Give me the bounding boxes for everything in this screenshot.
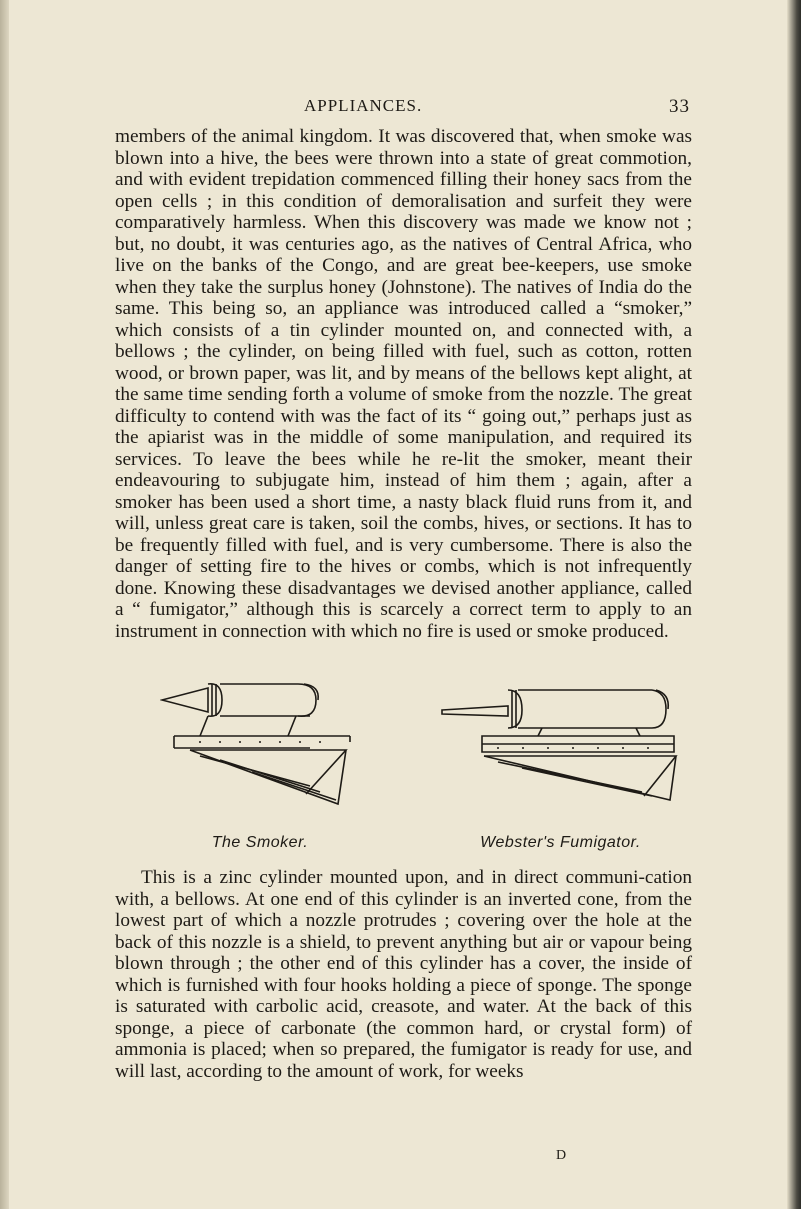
running-head-title: APPLIANCES.	[304, 96, 423, 115]
caption-fumigator: Webster's Fumigator.	[480, 834, 641, 851]
signature-mark: D	[556, 1148, 568, 1163]
body-paragraph-1: members of the animal kingdom. It was discovered that, when smoke was blown into a hive, the bees were thrown into a state of great commotion, and with evident trepidation commenced filling their honey sacs from the open cells ; in this condition of demoralisation and surfeit they were comparatively harmless. When this discovery was made we know not ; but, no doubt, it was centuries ago, as the natives of Central Africa, who live on the banks of the Congo, and are great bee-keepers, use smoke when they take the surplus honey (Johnstone). The natives of India do the same. This being so, an appliance was introduced called a “smoker,” which consists of a tin cylinder mounted on, and connected with, a bellows ; the cylinder, on being filled with fuel, such as cotton, rotten wood, or brown paper, was lit, and by means of the bellows kept alight, at the same time sending forth a volume of smoke from the nozzle. The great difficulty to contend with was the fact of its “ going out,” perhaps just as the apiarist was in the middle of some manipulation, and required its services. To leave the bees while he re-lit the smoker, meant their endeavouring to subjugate him, instead of him them ; again, after a smoker has been used a short time, a nasty black fluid runs from it, and will, unless great care is taken, soil the combs, hives, or sections. It has to be frequently filled with fuel, and is very cumbersome. There is also the danger of setting fire to the hives or combs, which is not infrequently done. Knowing these disadvantages we devised another appliance, called a “ fumigator,” although this is scarcely a correct term to apply to an instrument in connection with which no fire is used or smoke produced.	[115, 126, 692, 642]
page-edge-left	[0, 0, 9, 1209]
caption-smoker: The Smoker.	[211, 834, 309, 851]
smoker-illustration	[160, 676, 360, 826]
body-paragraph-2: This is a zinc cylinder mounted upon, and in direct communi-cation with, a bellows. At one end of this cylinder is an inverted cone, from the lowest part of which a nozzle protrudes ; covering over the hole at the back of this nozzle is a shield, to prevent anything but air or vapour being blown through ; the other end of this cylinder has a cover, the inside of which is furnished with four hooks holding a piece of sponge. The sponge is saturated with carbolic acid, creasote, and water. At the back of this sponge, a piece of carbonate (the common hard, or crystal form) of ammonia is placed; when so prepared, the fumigator is ready for use, and will last, according to the amount of work, for weeks	[115, 867, 692, 1082]
page-number: 33	[669, 96, 690, 117]
figure-smoker	[160, 676, 360, 851]
figure-row	[160, 676, 700, 866]
page-edge-right	[787, 0, 801, 1209]
figure-fumigator	[438, 676, 683, 851]
fumigator-illustration	[438, 676, 683, 826]
